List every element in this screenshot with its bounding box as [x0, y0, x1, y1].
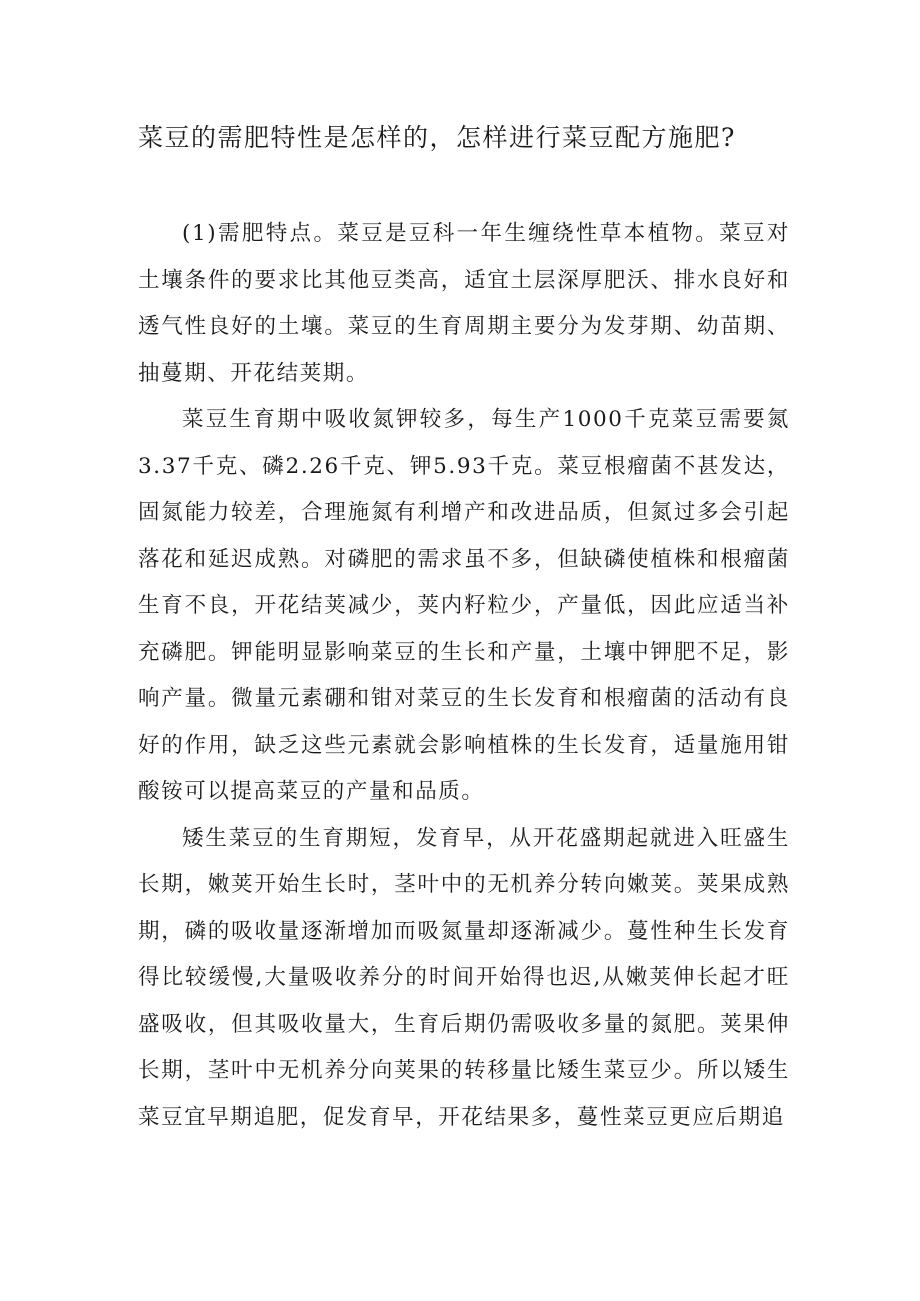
document-title: 菜豆的需肥特性是怎样的，怎样进行菜豆配方施肥?	[138, 123, 736, 152]
paragraph-growth-types: 矮生菜豆的生育期短，发育早，从开花盛期起就进入旺盛生长期，嫩荚开始生长时，茎叶中的无机养分转向嫩荚。荚果成熟期，磷的吸收量逐渐增加而吸氮量却逐渐减少。蔓性种生长发育得比较缓慢,大量吸收养分的时间开始得也迟,从嫩荚伸长起才旺盛吸收，但其吸收量大，生育后期仍需吸收多量的氮肥。荚果伸长期，茎叶中无机养分向荚果的转移量比矮生菜豆少。所以矮生菜豆宜早期追肥，促发育早，开花结果多，蔓性菜豆更应后期追	[138, 825, 790, 1130]
document-body	[138, 211, 790, 1141]
paragraph-fertilizer-traits: (1)需肥特点。菜豆是豆科一年生缠绕性草本植物。菜豆对土壤条件的要求比其他豆类高，适宜土层深厚肥沃、排水良好和透气性良好的土壤。菜豆的生育周期主要分为发芽期、幼苗期、抽蔓期、开花结荚期。	[138, 221, 790, 386]
paragraph-nutrient-absorption: 菜豆生育期中吸收氮钾较多，每生产1000千克菜豆需要氮3.37千克、磷2.26千克、钾5.93千克。菜豆根瘤菌不甚发达，固氮能力较差，合理施氮有利增产和改进品质，但氮过多会引起落花和延迟成熟。对磷肥的需求虽不多，但缺磷使植株和根瘤菌生育不良，开花结荚减少，荚内籽粒少，产量低，因此应适当补充磷肥。钾能明显影响菜豆的生长和产量，土壤中钾肥不足，影响产量。微量元素硼和钳对菜豆的生长发育和根瘤菌的活动有良好的作用，缺乏这些元素就会影响植株的生长发育，适量施用钳酸铵可以提高菜豆的产量和品质。	[138, 407, 790, 804]
